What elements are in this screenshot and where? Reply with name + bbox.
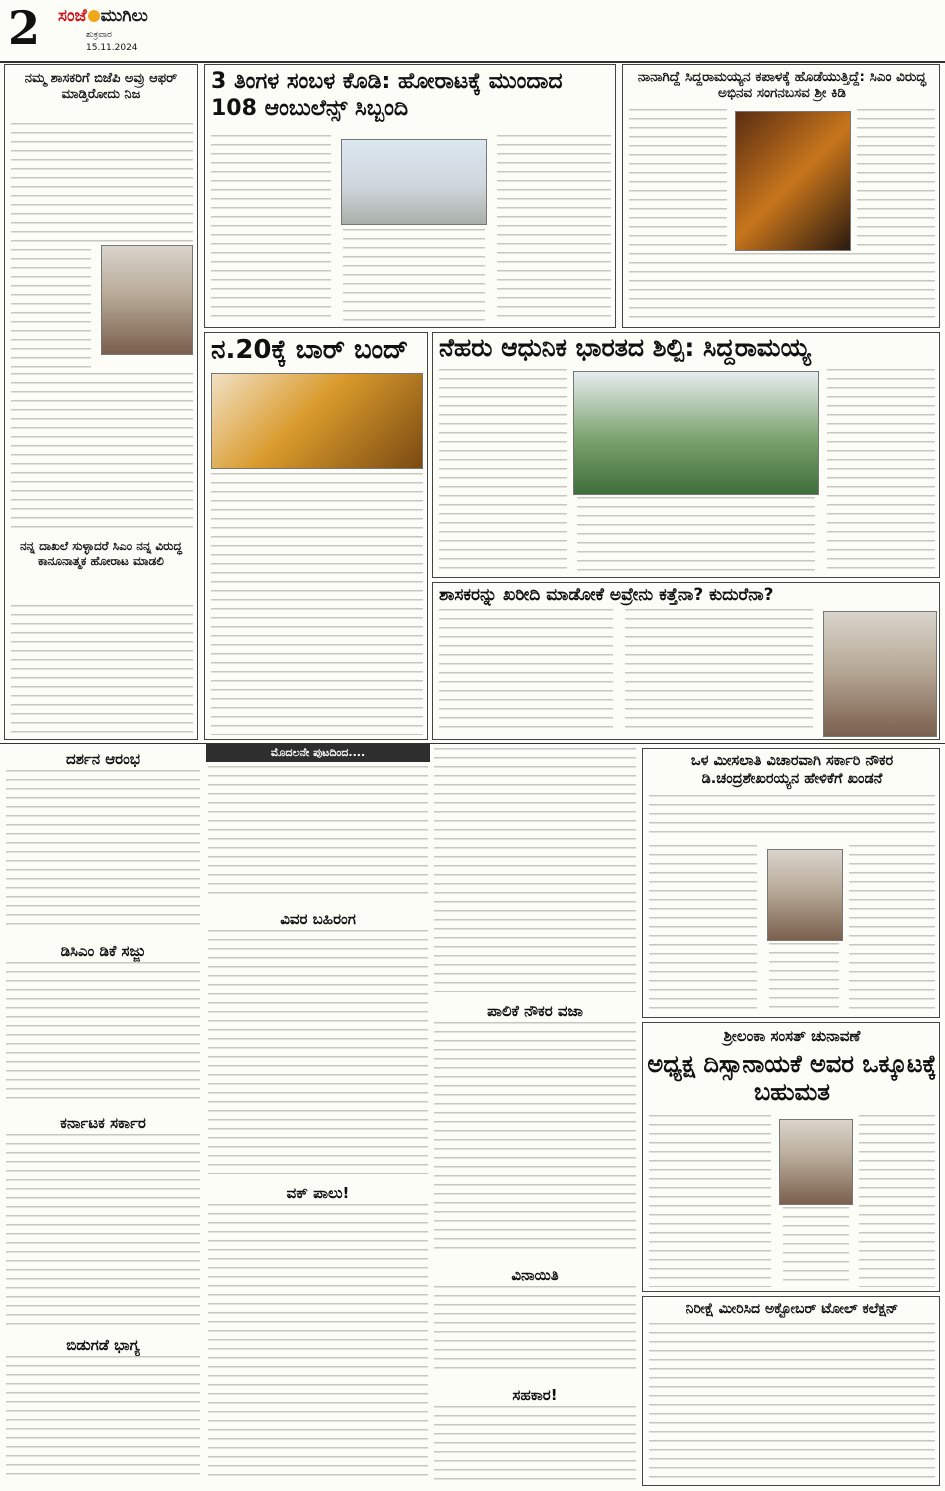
subhead-vivara: ವಿವರ ಬಹಿರಂಗ	[280, 910, 356, 928]
subhead-dcm: ಡಿಸಿಎಂ ಡಿಕೆ ಸಜ್ಜು	[60, 942, 146, 960]
continued-column-3	[432, 748, 638, 1488]
cm-nehru-tribute-photo	[573, 371, 819, 495]
logo-black-text: ಮುಗಿಲು	[100, 6, 148, 26]
headline-internal-reservation: ಒಳ ಮೀಸಲಾತಿ ವಿಚಾರವಾಗಿ ಸರ್ಕಾರಿ ನೌಕರ ಡಿ.ಚಂದ್ರಶೇಖರಯ್ಯನ ಹೇಳಿಕೆಗೆ ಖಂಡನೆ	[690, 753, 894, 787]
headline-nehru: ನೆಹರು ಆಧುನಿಕ ಭಾರತದ ಶಿಲ್ಪಿ: ಸಿದ್ದರಾಮಯ್ಯ	[439, 333, 811, 362]
story-toll-collection	[642, 1296, 940, 1486]
story-mla-purchase	[432, 582, 940, 740]
story-bjp-offer	[4, 64, 198, 740]
story-ambulance-staff	[204, 64, 616, 328]
chandrashekaraiah-photo	[767, 849, 843, 941]
body-text-placeholder	[11, 123, 193, 243]
story-swamiji-kidi	[622, 64, 940, 328]
masthead-rule	[0, 61, 945, 63]
subhead-palike: ಪಾಲಿಕೆ ನೌಕರ ವಜಾ	[487, 1002, 583, 1020]
issue-day: ಶುಕ್ರವಾರ	[86, 30, 112, 40]
kicker-srilanka: ಶ್ರೀಲಂಕಾ ಸಂಸತ್ ಚುನಾವಣೆ	[723, 1027, 861, 1045]
continued-column-1	[4, 748, 202, 1488]
headline-bjp-offer: ನಮ್ಮ ಶಾಸಕರಿಗೆ ಬಿಜೆಪಿ ಅವ್ರು ಆಫರ್ ಮಾಡ್ತಿರೋದು ನಿಜ	[24, 71, 178, 102]
story-srilanka-election	[642, 1022, 940, 1292]
ct-ravi-photo	[823, 611, 937, 737]
subhead-vinayiti: ವಿನಾಯಿತಿ	[511, 1266, 559, 1284]
headline-ambulance: 3 ತಿಂಗಳ ಸಂಬಳ ಕೊಡಿ: ಹೋರಾಟಕ್ಕೆ ಮುಂದಾದ 108 ಆಂಬುಲೆನ್ಸ್ ಸಿಬ್ಬಂದಿ	[211, 69, 563, 121]
ambulance-vidhana-soudha-photo	[341, 139, 487, 225]
story-internal-reservation	[642, 748, 940, 1018]
subhead-waqf: ವಕ್ ಪಾಲು!	[286, 1184, 350, 1202]
page-number: 2	[8, 1, 41, 55]
continued-column-2	[206, 766, 430, 1488]
newspaper-logo	[58, 6, 148, 26]
continued-from-front-label: ಮೊದಲನೇ ಪುಟದಿಂದ....	[206, 744, 430, 762]
logo-red-text: ಸಂಜೆ	[58, 6, 87, 26]
subhead-bidugade: ಬಿಡುಗಡೆ ಭಾಗ್ಯ	[66, 1336, 140, 1354]
headline-mla-purchase: ಶಾಸಕರನ್ನು ಖರೀದಿ ಮಾಡೋಕೆ ಅವ್ರೇನು ಕತ್ತೆನಾ? ಕುದುರೆನಾ?	[439, 585, 774, 605]
headline-toll: ನಿರೀಕ್ಷೆ ಮೀರಿಸಿದ ಅಕ್ಟೋಬರ್ ಟೋಲ್ ಕಲೆಕ್ಷನ್	[685, 1301, 899, 1317]
masthead	[0, 0, 945, 60]
headline-bar-bandh: ನ.20ಕ್ಕೆ ಬಾರ್ ಬಂದ್	[211, 335, 409, 365]
sun-icon	[88, 10, 100, 22]
subhead-karnataka-sarkara: ಕರ್ನಾಟಕ ಸರ್ಕಾರ	[60, 1114, 146, 1132]
dk-shivakumar-photo	[101, 245, 193, 355]
section-rule	[0, 743, 945, 744]
subhead-sahakara: ಸಹಕಾರ!	[512, 1386, 558, 1404]
story-bar-bandh	[204, 332, 428, 740]
headline-srilanka: ಅಧ್ಯಕ್ಷ ದಿಸ್ಸಾನಾಯಕೆ ಅವರ ಒಕ್ಕೂಟಕ್ಕೆ ಬಹುಮತ	[647, 1050, 937, 1106]
issue-date: 15.11.2024	[86, 43, 138, 53]
subhead-darshan: ದರ್ಶನ ಆರಂಭ	[66, 750, 140, 768]
story-nehru	[432, 332, 940, 578]
headline-swamiji: ನಾನಾಗಿದ್ದೆ ಸಿದ್ದರಾಮಯ್ಯನ ಕಪಾಳಕ್ಕೆ ಹೊಡೆಯುತ್ತಿದ್ದೆ: ಸಿಎಂ ವಿರುದ್ಧ ಅಭಿನವ ಸಂಗನಬಸವ ಶ್ರೀ ಕಿಡಿ	[637, 69, 927, 102]
swamiji-photo	[735, 111, 851, 251]
headline-cm-legal-fight: ನನ್ನ ದಾಖಲೆ ಸುಳ್ಳಾದರೆ ಸಿಎಂ ನನ್ನ ವಿರುದ್ಧ ಕಾನೂನಾತ್ಮಕ ಹೋರಾಟ ಮಾಡಲಿ	[19, 539, 183, 568]
dissanayake-photo	[779, 1119, 853, 1205]
liquor-glasses-photo	[211, 373, 423, 469]
